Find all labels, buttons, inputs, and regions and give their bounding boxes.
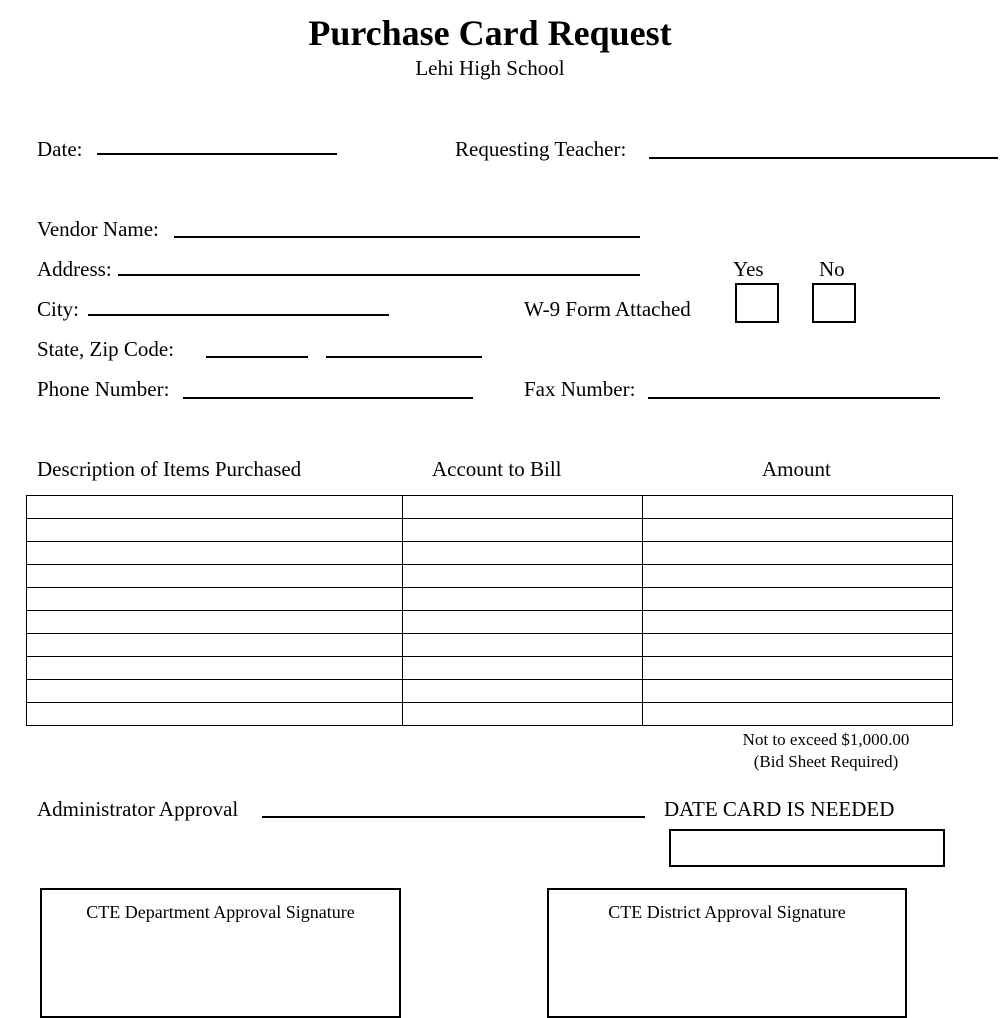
amount-cell[interactable] [643, 611, 953, 634]
table-row [27, 496, 953, 519]
cte-district-signature-label: CTE District Approval Signature [608, 902, 846, 922]
col-header-amount: Amount [762, 457, 831, 481]
phone-label: Phone Number: [37, 377, 170, 401]
account-cell[interactable] [402, 611, 643, 634]
col-header-description: Description of Items Purchased [37, 457, 302, 481]
amount-cell[interactable] [643, 657, 953, 680]
items-table [26, 495, 953, 726]
w9-no-label: No [819, 257, 845, 281]
school-name: Lehi High School [415, 56, 565, 80]
amount-cell[interactable] [643, 634, 953, 657]
account-cell[interactable] [402, 588, 643, 611]
account-cell[interactable] [402, 565, 643, 588]
table-row [27, 588, 953, 611]
amount-cell[interactable] [643, 680, 953, 703]
description-cell[interactable] [27, 634, 403, 657]
cte-department-signature-box[interactable] [40, 888, 401, 1018]
fax-field[interactable] [648, 397, 940, 399]
w9-no-checkbox[interactable] [812, 283, 856, 323]
description-cell[interactable] [27, 657, 403, 680]
address-label: Address: [37, 257, 112, 281]
table-row [27, 657, 953, 680]
date-field[interactable] [97, 153, 337, 155]
date-card-needed-label: DATE CARD IS NEEDED [664, 797, 895, 821]
description-cell[interactable] [27, 703, 403, 726]
account-cell[interactable] [402, 634, 643, 657]
phone-field[interactable] [183, 397, 473, 399]
amount-cell[interactable] [643, 519, 953, 542]
description-cell[interactable] [27, 565, 403, 588]
table-row [27, 565, 953, 588]
account-cell[interactable] [402, 542, 643, 565]
city-field[interactable] [88, 314, 389, 316]
account-cell[interactable] [402, 496, 643, 519]
description-cell[interactable] [27, 588, 403, 611]
bid-sheet-note: (Bid Sheet Required) [753, 752, 899, 771]
limit-note: Not to exceed $1,000.00 [742, 730, 910, 749]
address-field[interactable] [118, 274, 640, 276]
w9-yes-label: Yes [733, 257, 764, 281]
amount-cell[interactable] [643, 496, 953, 519]
date-card-needed-field[interactable] [669, 829, 945, 867]
account-cell[interactable] [402, 657, 643, 680]
description-cell[interactable] [27, 611, 403, 634]
account-cell[interactable] [402, 519, 643, 542]
amount-cell[interactable] [643, 542, 953, 565]
cte-department-signature-label: CTE Department Approval Signature [86, 902, 355, 922]
description-cell[interactable] [27, 542, 403, 565]
description-cell[interactable] [27, 680, 403, 703]
description-cell[interactable] [27, 519, 403, 542]
table-row [27, 611, 953, 634]
w9-yes-checkbox[interactable] [735, 283, 779, 323]
table-row [27, 680, 953, 703]
admin-approval-field[interactable] [262, 816, 645, 818]
cte-district-signature-box[interactable] [547, 888, 907, 1018]
state-field[interactable] [206, 356, 308, 358]
requesting-teacher-label: Requesting Teacher: [455, 137, 627, 161]
amount-cell[interactable] [643, 588, 953, 611]
w9-label: W-9 Form Attached [524, 297, 691, 321]
state-zip-label: State, Zip Code: [37, 337, 175, 361]
col-header-account: Account to Bill [432, 457, 562, 481]
amount-cell[interactable] [643, 565, 953, 588]
fax-label: Fax Number: [524, 377, 636, 401]
form-title: Purchase Card Request [308, 13, 672, 53]
table-row [27, 703, 953, 726]
table-row [27, 519, 953, 542]
zip-field[interactable] [326, 356, 482, 358]
amount-cell[interactable] [643, 703, 953, 726]
vendor-name-field[interactable] [174, 236, 640, 238]
description-cell[interactable] [27, 496, 403, 519]
requesting-teacher-field[interactable] [649, 157, 998, 159]
table-row [27, 542, 953, 565]
table-row [27, 634, 953, 657]
account-cell[interactable] [402, 703, 643, 726]
admin-approval-label: Administrator Approval [37, 797, 239, 821]
account-cell[interactable] [402, 680, 643, 703]
date-label: Date: [37, 137, 83, 161]
vendor-name-label: Vendor Name: [37, 217, 159, 241]
city-label: City: [37, 297, 80, 321]
